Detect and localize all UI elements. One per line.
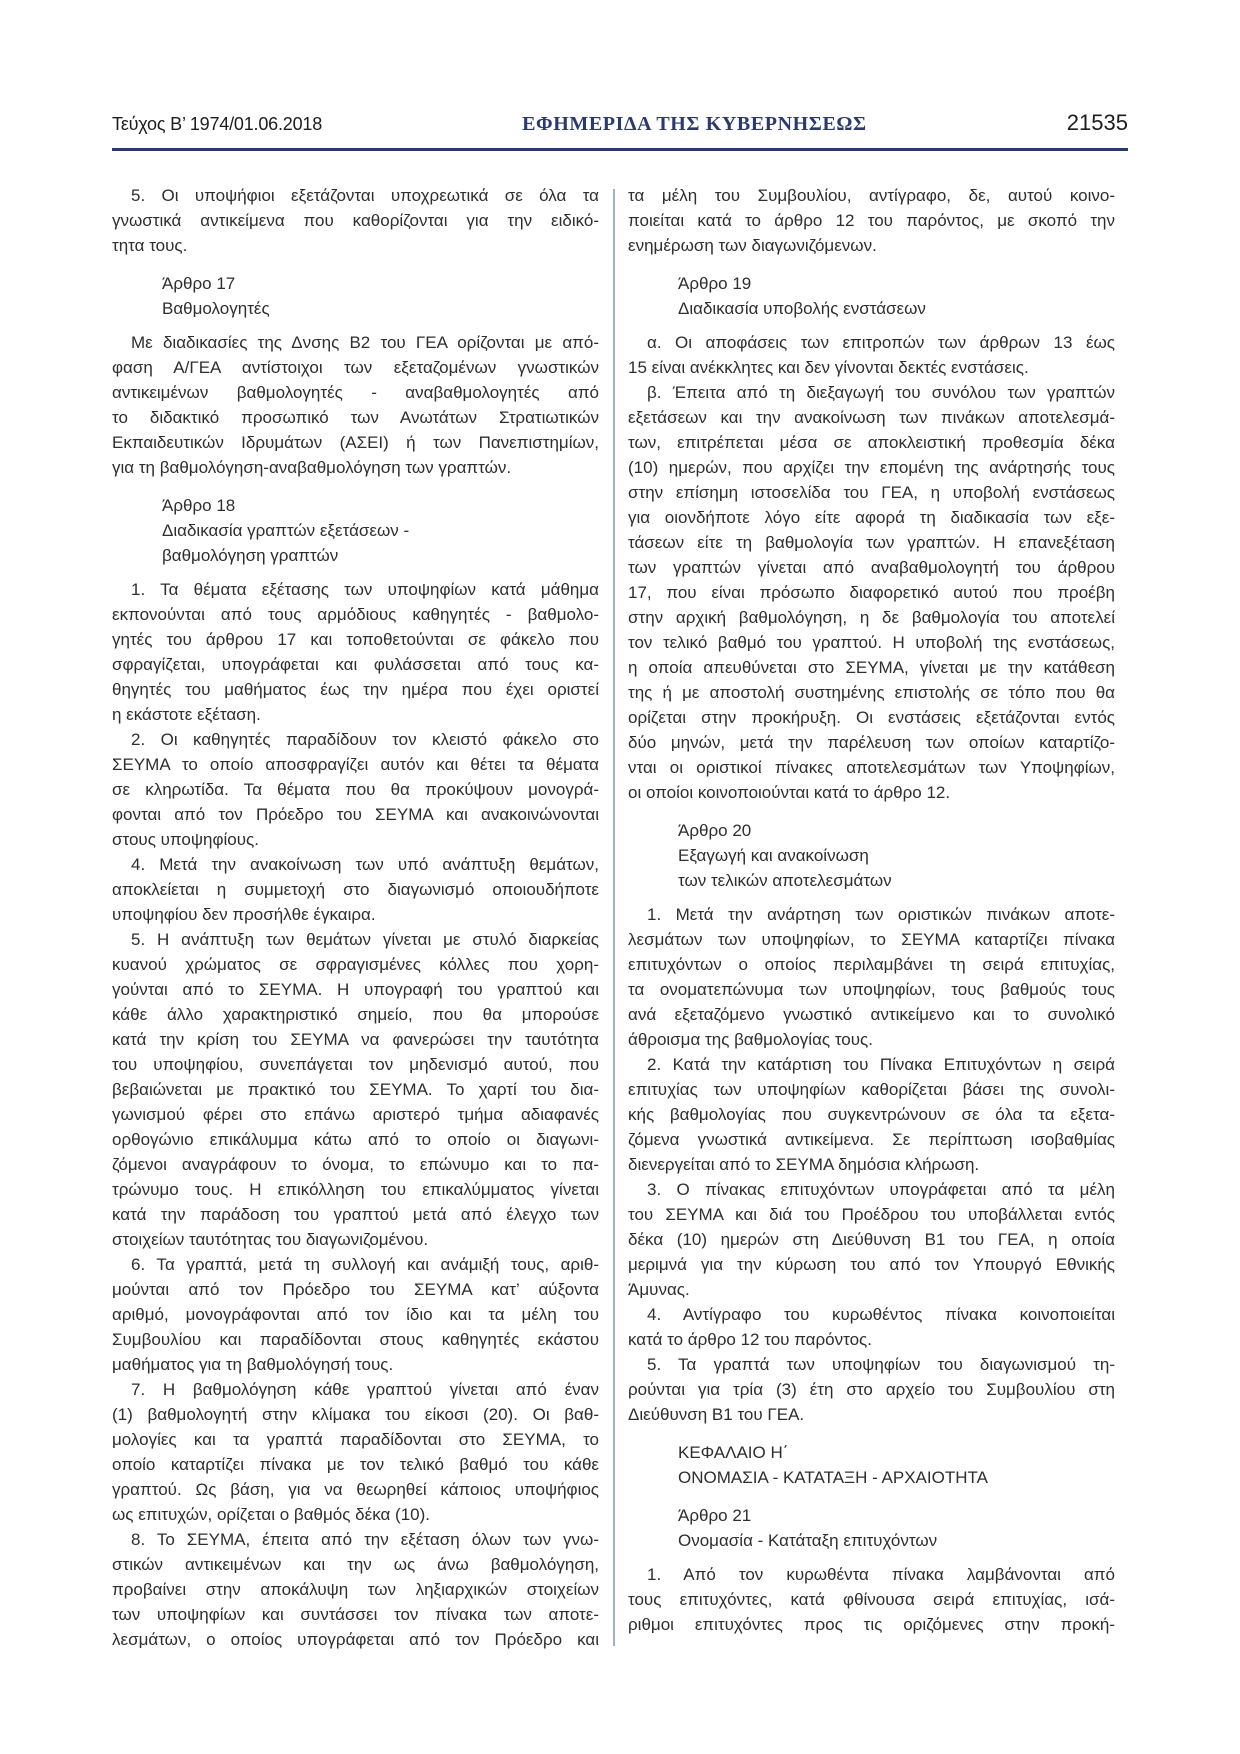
text-line: βαθμολόγηση γραπτών (162, 546, 339, 565)
text-line: 15 είναι ανέκκλητες και δεν γίνονται δεκτές ενστάσεις. (628, 358, 1029, 377)
right-column (628, 183, 1115, 1652)
text-line: των γραπτών γίνεται από αναβαθμολογητή του άρθρου (628, 558, 1115, 577)
text-line: 7. Η βαθμολόγηση κάθε γραπτού γίνεται από έναν (131, 1380, 599, 1399)
article-heading (112, 493, 599, 568)
text-line: Άρθρο 19 (678, 274, 752, 293)
text-line: στην επίσημη ιστοσελίδα του ΓΕΑ, η υποβολή ενστάσεως (628, 483, 1115, 502)
article-heading (628, 271, 1115, 321)
text-line: ζόμενοι αναγράφουν το όνομα, το επώνυμο και το πα- (112, 1155, 599, 1174)
text-line: οποίο καταρτίζει πίνακα με τον τελικό βαθμό του κάθε (112, 1455, 599, 1474)
text-line: δέκα (10) ημερών στη Διεύθυνση Β1 του ΓΕΑ, η οποία (628, 1230, 1115, 1249)
text-line: των τελικών αποτελεσμάτων (678, 871, 892, 890)
text-line: τα μέλη του Συμβουλίου, αντίγραφο, δε, αυτού κοινο- (628, 186, 1115, 205)
text-line: μεριμνά για την κύρωση του από τον Υπουργό Εθνικής (628, 1255, 1115, 1274)
text-line: αριθμό, μονογράφονται από τον ίδιο και τα μέλη του (112, 1305, 599, 1324)
text-line: 1. Από τον κυρωθέντα πίνακα λαμβάνονται από (647, 1565, 1115, 1584)
text-line: Διαδικασία γραπτών εξετάσεων - (162, 521, 410, 540)
text-line: 3. Ο πίνακας επιτυχόντων υπογράφεται από τα μέλη (647, 1180, 1115, 1199)
text-line: για τη βαθμολόγηση-αναβαθμολόγηση των γραπτών. (112, 458, 512, 477)
text-line: λεσμάτων των υποψηφίων, το ΣΕΥΜΑ καταρτίζει πίνακα (628, 930, 1115, 949)
paragraph (628, 1302, 1115, 1352)
text-line: για οιονδήποτε λόγο είτε αφορά τη διαδικασία των εξε- (628, 508, 1115, 527)
text-line: 4. Μετά την ανακοίνωση των υπό ανάπτυξη θεμάτων, (131, 855, 599, 874)
text-line: τον τελικό βαθμό του γραπτού. Η υποβολή της ενστάσεως, (628, 633, 1115, 652)
paragraph (112, 927, 599, 1252)
text-line: 2. Οι καθηγητές παραδίδουν τον κλειστό φάκελο στο (131, 730, 599, 749)
text-line: Άρθρο 18 (162, 496, 236, 515)
gazette-title: ΕΦΗΜΕΡΙΔΑ ΤΗΣ ΚΥΒΕΡΝΗΣΕΩΣ (522, 113, 867, 135)
text-line: ΚΕΦΑΛΑΙΟ Η΄ (678, 1443, 789, 1462)
text-line: κυανού χρώματος σε σφραγισμένες κόλλες που χορη- (112, 955, 599, 974)
text-line: σε κληρωτίδα. Τα θέματα που θα προκύψουν μονογρά- (112, 780, 599, 799)
text-line: αντικειμένων βαθμολογητές - αναβαθμολογητές από (112, 383, 599, 402)
text-line: των, επιτρέπεται μέσα σε αποκλειστική προθεσμία δέκα (628, 433, 1115, 452)
paragraph (628, 330, 1115, 380)
left-column (112, 183, 599, 1652)
text-line: Άμυνας. (628, 1280, 690, 1299)
text-line: το διδακτικό προσωπικό των Ανωτάτων Στρατιωτικών (112, 408, 599, 427)
text-line: κής βαθμολογίας που συγκεντρώνουν σε όλα τα εξετα- (628, 1105, 1115, 1124)
text-line: τρώνυμο τους. Η επικόλληση του επικαλύμματος γίνεται (112, 1180, 599, 1199)
text-line: γνωστικά αντικείμενα που καθορίζονται για την ειδικό- (112, 211, 599, 230)
text-line: κάθε άλλο χαρακτηριστικό σημείο, που θα μπορούσε (112, 1005, 599, 1024)
text-line: 5. Η ανάπτυξη των θεμάτων γίνεται με στυλό διαρκείας (131, 930, 599, 949)
text-line: μούνται από τον Πρόεδρο του ΣΕΥΜΑ κατ’ αύξοντα (112, 1280, 599, 1299)
paragraph (628, 1177, 1115, 1302)
paragraph (112, 577, 599, 727)
text-line: των υποψηφίων και συντάσσει τον πίνακα των αποτε- (112, 1605, 599, 1624)
text-line: 17, που είναι πρόσωπο διαφορετικό αυτού που προέβη (628, 583, 1115, 602)
text-line: 8. Το ΣΕΥΜΑ, έπειτα από την εξέταση όλων των γνω- (131, 1530, 599, 1549)
text-line: 4. Αντίγραφο του κυρωθέντος πίνακα κοινοποιείται (647, 1305, 1115, 1324)
text-line: 5. Τα γραπτά των υποψηφίων του διαγωνισμού τη- (647, 1355, 1115, 1374)
text-line: γητές του άρθρου 17 και τοποθετούνται σε φάκελο που (112, 630, 599, 649)
text-line: τητα τους. (112, 236, 188, 255)
text-line: τους επιτυχόντες, κατά φθίνουσα σειρά επιτυχίας, ισά- (628, 1590, 1115, 1609)
article-heading (628, 818, 1115, 893)
text-line: τα ονοματεπώνυμα των υποψηφίων, τους βαθμούς τους (628, 980, 1115, 999)
text-line: 2. Κατά την κατάρτιση του Πίνακα Επιτυχόντων η σειρά (647, 1055, 1115, 1074)
text-line: δύο μηνών, μετά την παρέλευση των οποίων καταρτίζο- (628, 733, 1115, 752)
text-line: 1. Μετά την ανάρτηση των οριστικών πινάκων αποτε- (647, 905, 1115, 924)
text-line: (1) βαθμολογητή στην κλίμακα του είκοσι (20). Οι βαθ- (112, 1405, 599, 1424)
text-line: στην αρχική βαθμολόγηση, η δε βαθμολογία του αποτελεί (628, 608, 1115, 627)
text-line: ΣΕΥΜΑ το οποίο αποσφραγίζει αυτόν και θέτει τα θέματα (112, 755, 599, 774)
text-line: διενεργείται από το ΣΕΥΜΑ δημόσια κλήρωση. (628, 1155, 980, 1174)
text-line: γούνται από το ΣΕΥΜΑ. Η υπογραφή του γραπτού και (112, 980, 599, 999)
text-line: νται οι οριστικοί πίνακες αποτελεσμάτων των Υποψηφίων, (628, 758, 1115, 777)
text-line: ρούνται για τρία (3) έτη στο αρχείο του Συμβουλίου στη (628, 1380, 1115, 1399)
column-divider (613, 189, 615, 1646)
document-body (112, 183, 1128, 1652)
text-line: εκπονούνται από τους αρμόδιους καθηγητές - βαθμολο- (112, 605, 599, 624)
text-line: υποψηφίου δεν προσήλθε έγκαιρα. (112, 905, 376, 924)
text-line: Συμβουλίου και παραδίδονται στους καθηγητές εκάστου (112, 1330, 599, 1349)
paragraph (628, 183, 1115, 258)
text-line: ζόμενα γνωστικά αντικείμενα. Σε περίπτωση ισοβαθμίας (628, 1130, 1115, 1149)
text-line: μαθήματος για τη βαθμολόγησή τους. (112, 1355, 394, 1374)
paragraph (112, 183, 599, 258)
text-line: σφραγίζεται, υπογράφεται και φυλάσσεται από τους κα- (112, 655, 599, 674)
text-line: η εκάστοτε εξέταση. (112, 705, 261, 724)
page-header (112, 110, 1128, 151)
text-line: λεσμάτων, ο οποίος υπογράφεται από τον Πρόεδρο και (112, 1630, 599, 1649)
paragraph (112, 330, 599, 480)
text-line: Άρθρο 21 (678, 1506, 752, 1525)
paragraph (112, 852, 599, 927)
text-line: μολογίες και τα γραπτά παραδίδονται στο ΣΕΥΜΑ, το (112, 1430, 599, 1449)
text-line: Άρθρο 20 (678, 821, 752, 840)
text-line: ως επιτυχών, ορίζεται ο βαθμός δέκα (10). (112, 1505, 430, 1524)
text-line: Άρθρο 17 (162, 274, 236, 293)
article-heading (628, 1503, 1115, 1553)
text-line: ποιείται κατά το άρθρο 12 του παρόντος, με σκοπό την (628, 211, 1115, 230)
text-line: Εξαγωγή και ανακοίνωση (678, 846, 869, 865)
text-line: Ονομασία - Κατάταξη επιτυχόντων (678, 1531, 938, 1550)
text-line: επιτυχόντων ο οποίος περιλαμβάνει τη σειρά επιτυχίας, (628, 955, 1115, 974)
text-line: θηγητές του μαθήματος έως την ημέρα που έχει οριστεί (112, 680, 599, 699)
text-line: της ή με αποστολή συστημένης επιστολής σε τόπο που θα (628, 683, 1115, 702)
paragraph (628, 1352, 1115, 1427)
text-line: βεβαιώνεται με πρακτικό του ΣΕΥΜΑ. Το χαρτί του δια- (112, 1080, 599, 1099)
text-line: εξετάσεων και την ανακοίνωση των πινάκων αποτελεσμά- (628, 408, 1115, 427)
text-line: ΟΝΟΜΑΣΙΑ - ΚΑΤΑΤΑΞΗ - ΑΡΧΑΙΟΤΗΤΑ (678, 1468, 988, 1487)
text-line: Εκπαιδευτικών Ιδρυμάτων (ΑΣΕΙ) ή των Πανεπιστημίων, (112, 433, 599, 452)
text-line: στους υποψηφίους. (112, 830, 259, 849)
text-line: (10) ημερών, που αρχίζει την επομένη της ανάρτησής τους (628, 458, 1115, 477)
text-line: Με διαδικασίες της Δνσης Β2 του ΓΕΑ ορίζονται με από- (131, 333, 599, 352)
paragraph (112, 1377, 599, 1527)
text-line: κατά την κρίση του ΣΕΥΜΑ να φανερώσει την ταυτότητα (112, 1030, 599, 1049)
text-line: του υποψηφίου, συνεπάγεται τον μηδενισμό αυτού, που (112, 1055, 599, 1074)
text-line: 5. Οι υποψήφιοι εξετάζονται υποχρεωτικά σε όλα τα (131, 186, 599, 205)
text-line: οι οποίοι κοινοποιούνται κατά το άρθρο 12. (628, 783, 951, 802)
text-line: 1. Τα θέματα εξέτασης των υποψηφίων κατά μάθημα (131, 580, 599, 599)
paragraph (112, 1527, 599, 1652)
text-line: β. Έπειτα από τη διεξαγωγή του συνόλου των γραπτών (647, 383, 1115, 402)
text-line: προβαίνει στην αποκάλυψη των ληξιαρχικών στοιχείων (112, 1580, 599, 1599)
article-heading (112, 271, 599, 321)
text-line: Βαθμολογητές (162, 299, 270, 318)
paragraph (628, 1562, 1115, 1637)
paragraph (628, 902, 1115, 1052)
text-line: 6. Τα γραπτά, μετά τη συλλογή και ανάμιξή τους, αριθ- (131, 1255, 599, 1274)
text-line: αποκλείεται η συμμετοχή στο διαγωνισμό οποιουδήποτε (112, 880, 599, 899)
text-line: Διεύθυνση Β1 του ΓΕΑ. (628, 1405, 805, 1424)
paragraph (112, 1252, 599, 1377)
text-line: η οποία απευθύνεται στο ΣΕΥΜΑ, γίνεται με την κατάθεση (628, 658, 1115, 677)
text-line: Διαδικασία υποβολής ενστάσεων (678, 299, 926, 318)
text-line: στικών αντικειμένων και την ως άνω βαθμολόγηση, (112, 1555, 599, 1574)
text-line: κατά την παράδοση του γραπτού μετά από έλεγχο των (112, 1205, 599, 1224)
text-line: φαση Α/ΓΕΑ αντίστοιχοι των εξεταζομένων γνωστικών (112, 358, 599, 377)
text-line: κατά το άρθρο 12 του παρόντος. (628, 1330, 872, 1349)
text-line: φονται από τον Πρόεδρο του ΣΕΥΜΑ και ανακοινώνονται (112, 805, 599, 824)
paragraph (628, 1052, 1115, 1177)
page-number: 21535 (1066, 110, 1128, 135)
text-line: στοιχείων ταυτότητας του διαγωνιζομένου. (112, 1230, 429, 1249)
issue-label: Τεύχος Β’ 1974/01.06.2018 (112, 114, 323, 134)
text-line: τάσεων είτε τη βαθμολογία των γραπτών. Η επανεξέταση (628, 533, 1115, 552)
text-line: άθροισμα της βαθμολογίας τους. (628, 1030, 873, 1049)
text-line: ενημέρωση των διαγωνιζόμενων. (628, 236, 877, 255)
text-line: επιτυχίας των υποψηφίων καθορίζεται βάσει της συνολι- (628, 1080, 1115, 1099)
text-line: ανά εξεταζόμενο γνωστικό αντικείμενο και το συνολικό (628, 1005, 1115, 1024)
article-heading (628, 1440, 1115, 1490)
text-line: ριθμοι επιτυχόντες προς τις οριζόμενες στην προκή- (628, 1615, 1115, 1634)
text-line: ορίζεται στην προκήρυξη. Οι ενστάσεις εξετάζονται εντός (628, 708, 1115, 727)
text-line: του ΣΕΥΜΑ και διά του Προέδρου του υποβάλλεται εντός (628, 1205, 1115, 1224)
paragraph (628, 380, 1115, 805)
text-line: α. Οι αποφάσεις των επιτροπών των άρθρων 13 έως (647, 333, 1115, 352)
paragraph (112, 727, 599, 852)
text-line: γραπτού. Ως βάση, για να θεωρηθεί κάποιος υποψήφιος (112, 1480, 599, 1499)
text-line: ορθογώνιο επικάλυμμα κάτω από το οποίο οι διαγωνι- (112, 1130, 599, 1149)
text-line: γωνισμού φέρει στο επάνω αριστερό τμήμα αδιαφανές (112, 1105, 599, 1124)
